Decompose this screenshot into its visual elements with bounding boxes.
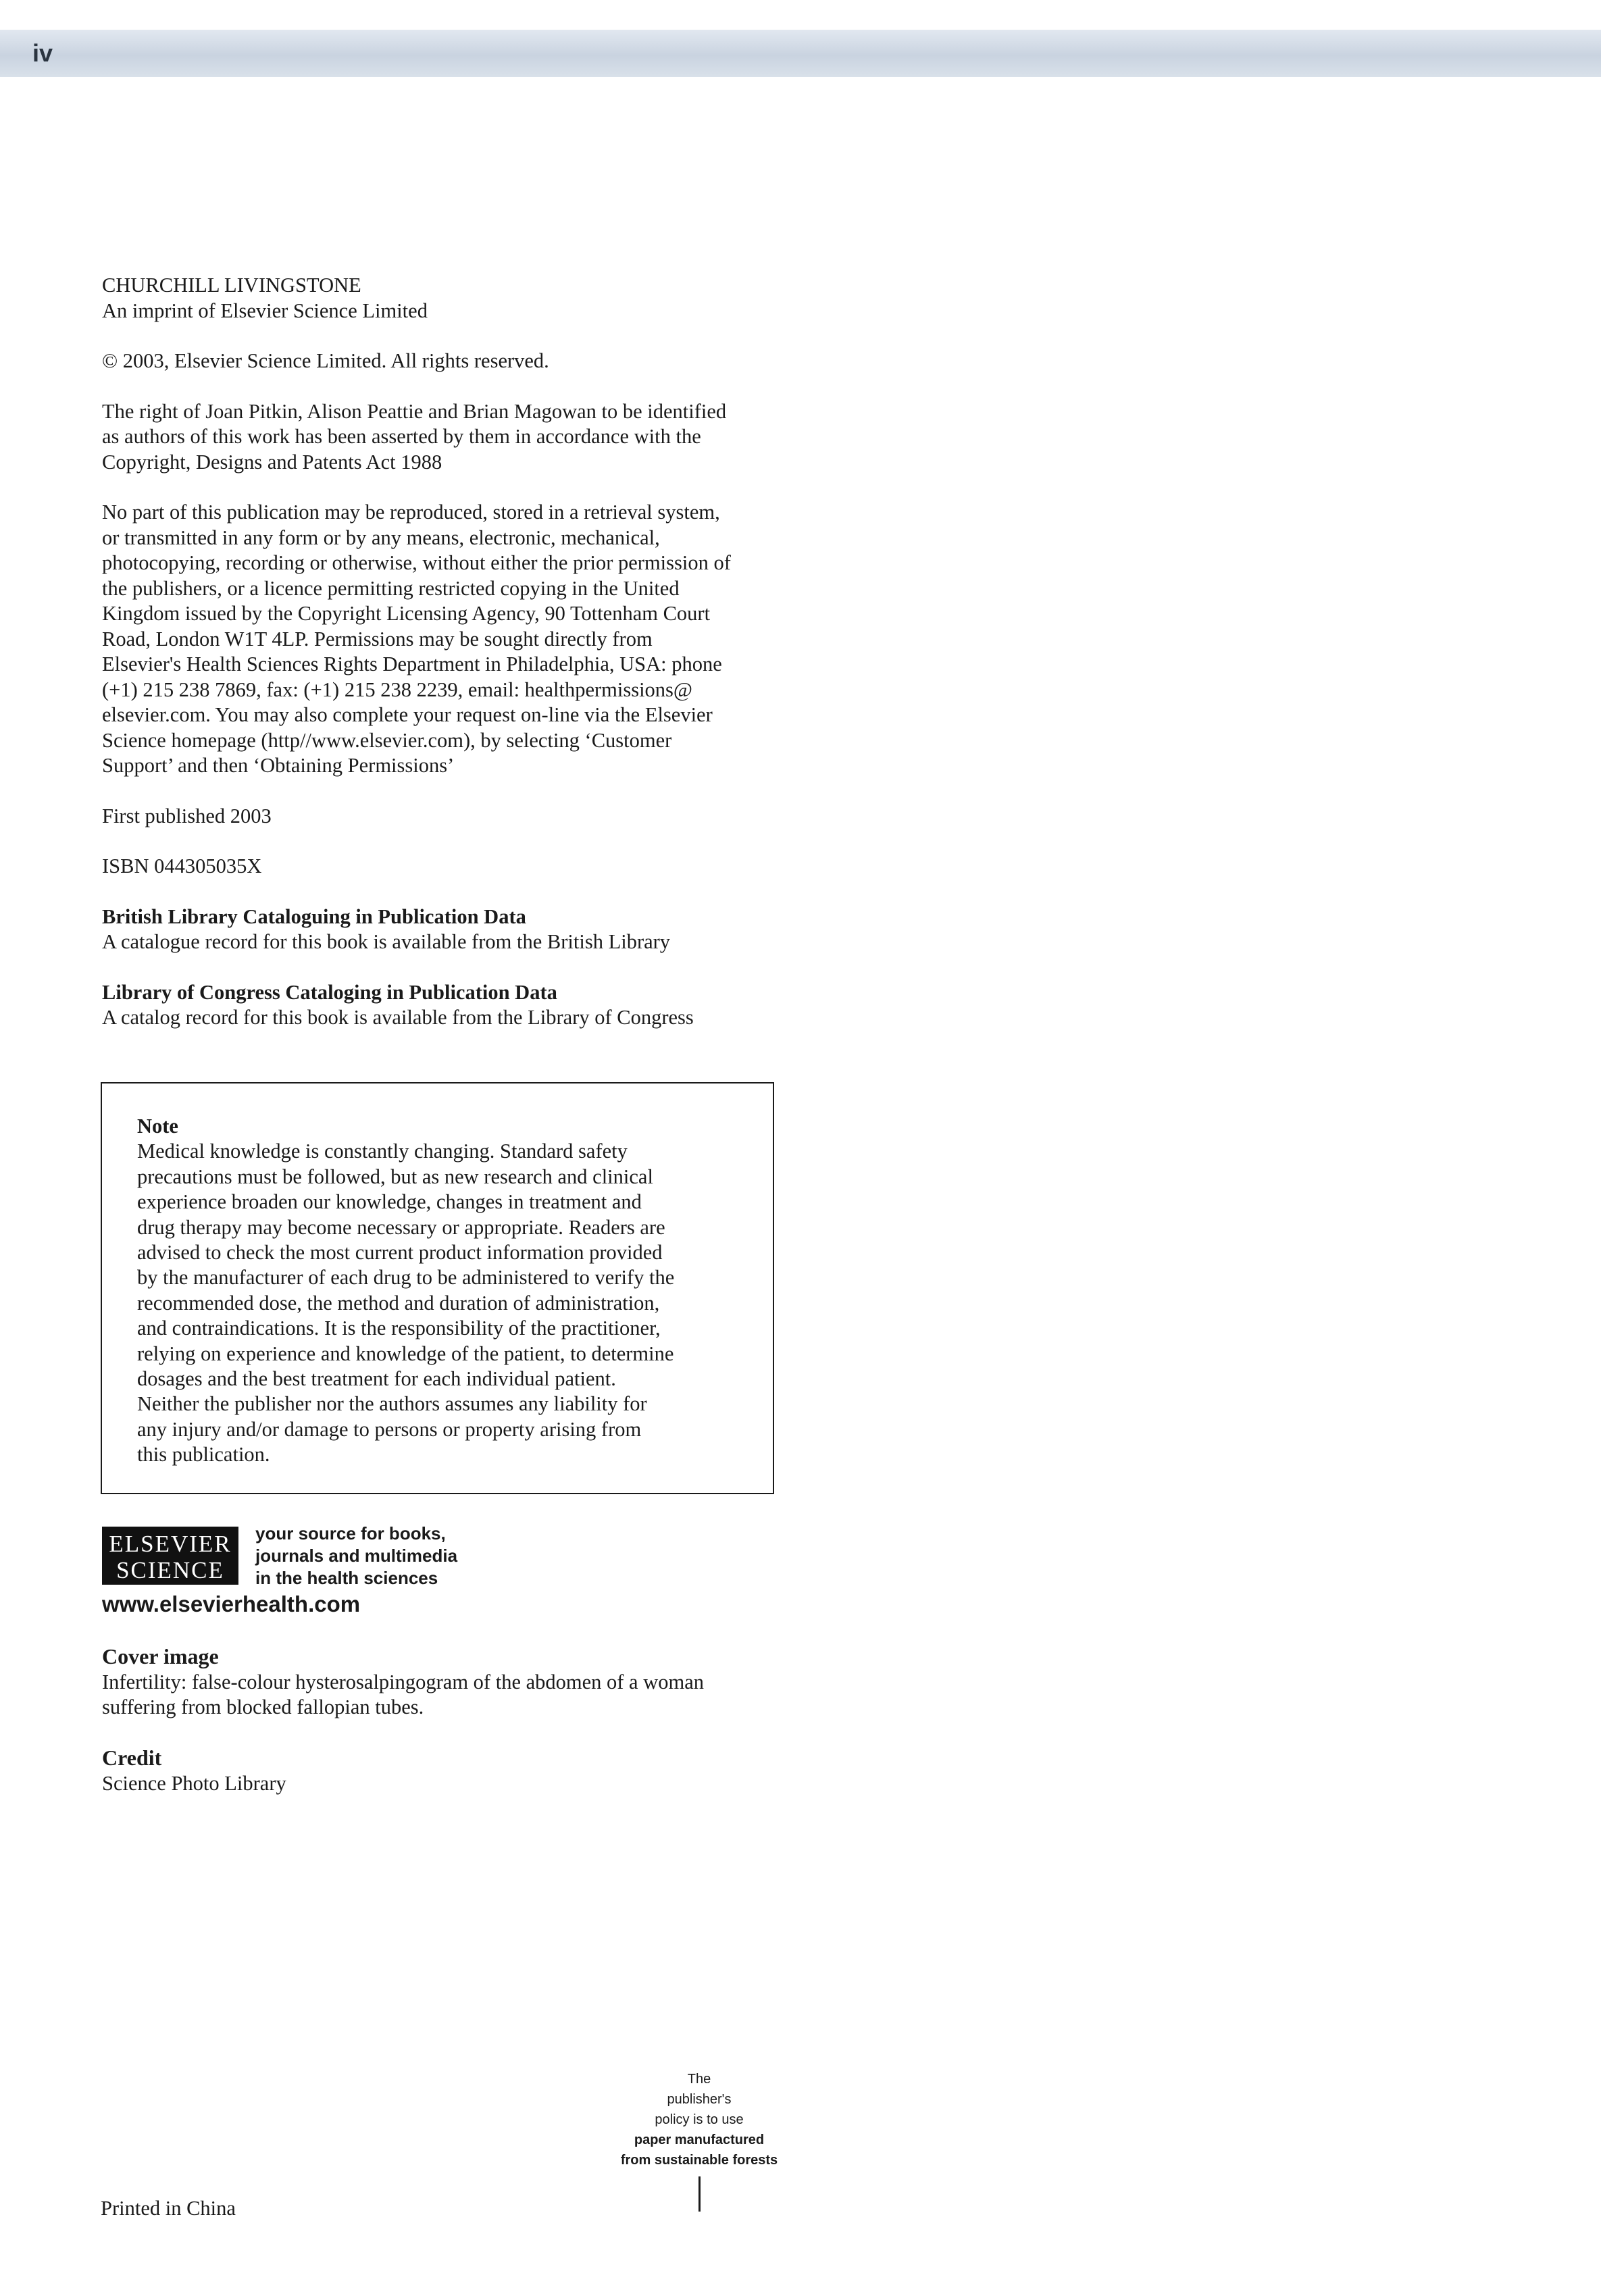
permissions-paragraph <box>102 500 832 779</box>
text-line: recommended dose, the method and duration of administration, <box>137 1291 660 1315</box>
text-line: as authors of this work has been asserted by them in accordance with the <box>102 425 701 448</box>
cover-image-section <box>102 1644 832 1720</box>
british-library-heading: British Library Cataloguing in Publication Data <box>102 904 526 928</box>
text-line: Copyright, Designs and Patents Act 1988 <box>102 450 442 474</box>
notice-line: publisher's <box>667 2092 732 2107</box>
text-line: Elsevier's Health Sciences Rights Department in Philadelphia, USA: phone <box>102 653 722 675</box>
page-header-band <box>0 30 1601 77</box>
cover-image-heading: Cover image <box>102 1644 219 1668</box>
note-text <box>137 1139 738 1467</box>
text-line: photocopying, recording or otherwise, without either the prior permission of <box>102 551 731 574</box>
text-line: Road, London W1T 4LP. Permissions may be sought directly from <box>102 627 653 650</box>
text-line: or transmitted in any form or by any means, electronic, mechanical, <box>102 526 660 549</box>
page-number: iv <box>32 39 53 67</box>
text-line: The right of Joan Pitkin, Alison Peattie and Brian Magowan to be identified <box>102 399 727 423</box>
tagline-line: in the health sciences <box>255 1568 438 1588</box>
tree-trunk-mark <box>698 2176 701 2212</box>
library-of-congress-heading: Library of Congress Cataloging in Publication Data <box>102 980 557 1004</box>
elsevier-website-link[interactable]: www.elsevierhealth.com <box>102 1591 361 1616</box>
medical-note-box <box>101 1082 774 1494</box>
text-line: precautions must be followed, but as new research and clinical <box>137 1165 653 1188</box>
tagline-line: journals and multimedia <box>255 1546 458 1566</box>
text-line: and contraindications. It is the responsibility of the practitioner, <box>137 1317 661 1340</box>
text-line: Kingdom issued by the Copyright Licensing Agency, 90 Tottenham Court <box>102 602 711 625</box>
library-of-congress-text: A catalog record for this book is available from the Library of Congress <box>102 1006 694 1029</box>
tagline-line: your source for books, <box>255 1523 446 1544</box>
text-line: the publishers, or a licence permitting restricted copying in the United <box>102 576 680 600</box>
notice-line: The <box>687 2072 711 2087</box>
notice-line: from sustainable forests <box>620 2153 778 2168</box>
text-line: this publication. <box>137 1443 270 1466</box>
publisher-name: CHURCHILL LIVINGSTONE <box>102 274 361 297</box>
copyright-line: © 2003, Elsevier Science Limited. All rights reserved. <box>102 349 549 372</box>
text-line: suffering from blocked fallopian tubes. <box>102 1695 424 1718</box>
note-title: Note <box>137 1115 178 1138</box>
text-line: Science homepage (http//www.elsevier.com), by selecting ‘Customer <box>102 728 672 752</box>
elsevier-tagline <box>255 1523 457 1589</box>
text-line: any injury and/or damage to persons or property arising from <box>137 1417 642 1441</box>
text-line: Infertility: false-colour hysterosalpingogram of the abdomen of a woman <box>102 1670 705 1693</box>
text-line: No part of this publication may be reproduced, stored in a retrieval system, <box>102 501 720 524</box>
notice-line: policy is to use <box>655 2112 744 2127</box>
notice-line: paper manufactured <box>634 2133 765 2147</box>
sustainable-forests-notice <box>594 2069 804 2170</box>
credit-text: Science Photo Library <box>102 1771 286 1795</box>
logo-line: ELSEVIER <box>109 1531 232 1557</box>
credit-section <box>102 1745 832 1796</box>
text-line: drug therapy may become necessary or appropriate. Readers are <box>137 1215 665 1239</box>
text-line: elsevier.com. You may also complete your request on-line via the Elsevier <box>102 703 713 726</box>
credit-heading: Credit <box>102 1745 162 1770</box>
british-library-text: A catalogue record for this book is available from the British Library <box>102 930 671 953</box>
text-line: dosages and the best treatment for each individual patient. <box>137 1367 616 1391</box>
text-line: Support’ and then ‘Obtaining Permissions’ <box>102 754 455 777</box>
text-line: Neither the publisher nor the authors assumes any liability for <box>137 1392 647 1416</box>
first-published: First published 2003 <box>102 804 272 827</box>
text-line: by the manufacturer of each drug to be administered to verify the <box>137 1266 675 1290</box>
text-line: Medical knowledge is constantly changing. Standard safety <box>137 1140 628 1163</box>
logo-line: SCIENCE <box>116 1557 224 1583</box>
text-line: relying on experience and knowledge of the patient, to determine <box>137 1342 674 1365</box>
imprint-block <box>102 273 832 1031</box>
imprint-line: An imprint of Elsevier Science Limited <box>102 299 428 322</box>
elsevier-science-logo <box>102 1527 238 1585</box>
text-line: experience broaden our knowledge, changes in treatment and <box>137 1190 642 1214</box>
text-line: advised to check the most current product information provided <box>137 1241 663 1265</box>
isbn: ISBN 044305035X <box>102 854 262 877</box>
text-line: (+1) 215 238 7869, fax: (+1) 215 238 2239, email: healthpermissions@ <box>102 678 693 701</box>
authors-right-paragraph <box>102 399 832 476</box>
printed-in: Printed in China <box>101 2197 236 2220</box>
